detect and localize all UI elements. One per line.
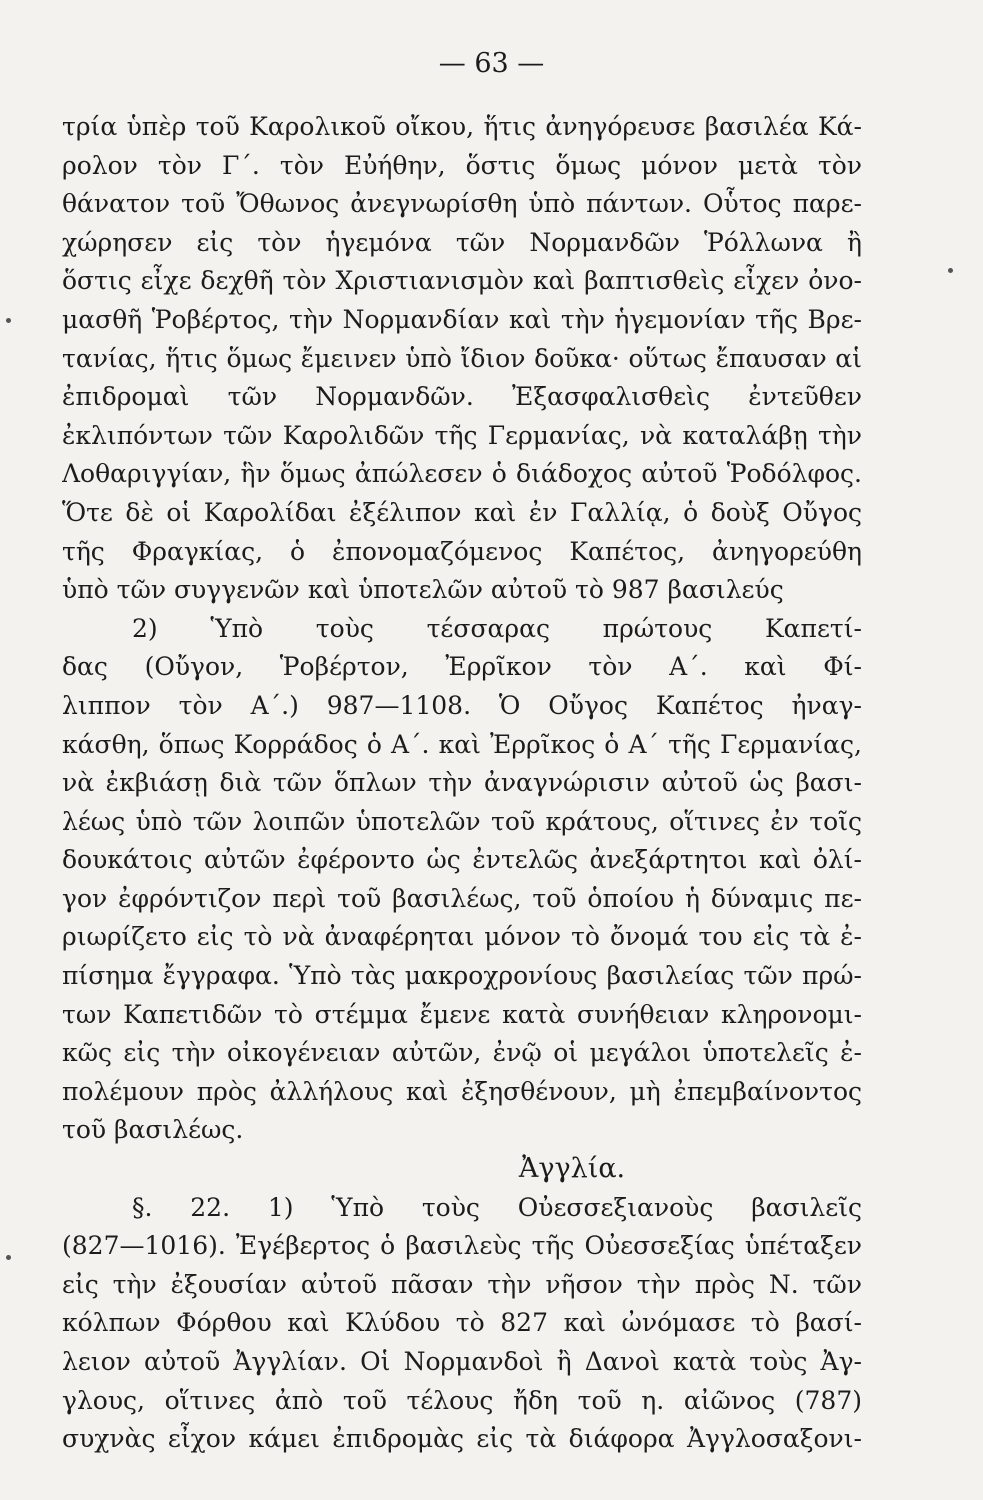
- text-line: ὅστις εἶχε δεχθῆ τὸν Χριστιανισμὸν καὶ βαπτισθεὶς εἶχεν ὀνο-: [62, 266, 862, 296]
- text-line: κῶς εἰς τὴν οἰκογένειαν αὐτῶν, ἐνῷ οἱ μεγάλοι ὑποτελεῖς ἐ-: [62, 1038, 862, 1068]
- text-line: γον ἐφρόντιζον περὶ τοῦ βασιλέως, τοῦ ὁποίου ἡ δύναμις πε-: [62, 883, 862, 913]
- margin-speck: [6, 1255, 11, 1260]
- text-line: Λοθαριγγίαν, ἣν ὅμως ἀπώλεσεν ὁ διάδοχος αὐτοῦ Ῥοδόλφος.: [62, 459, 862, 489]
- text-line: Ὅτε δὲ οἱ Καρολίδαι ἐξέλιπον καὶ ἐν Γαλλίᾳ, ὁ δοὺξ Οὔγος: [62, 497, 862, 527]
- text-line: κόλπων Φόρθου καὶ Κλύδου τὸ 827 καὶ ὠνόμασε τὸ βασί-: [62, 1308, 862, 1338]
- section-lead-line: 2) Ὑπὸ τοὺς τέσσαρας πρώτους Καπετί-: [132, 613, 862, 643]
- text-line: τῆς Φραγκίας, ὁ ἐπονομαζόμενος Καπέτος, ἀνηγορεύθη: [62, 536, 862, 566]
- text-line: των Καπετιδῶν τὸ στέμμα ἔμενε κατὰ συνήθειαν κληρονομι-: [62, 999, 862, 1029]
- text-line: συχνὰς εἶχον κάμει ἐπιδρομὰς εἰς τὰ διάφορα Ἀγγλοσαξονι-: [62, 1424, 862, 1454]
- text-line: τρία ὑπὲρ τοῦ Καρολικοῦ οἴκου, ἥτις ἀνηγόρευσε βασιλέα Κά-: [62, 112, 862, 141]
- text-line: ἐπιδρομαὶ τῶν Νορμανδῶν. Ἐξασφαλισθεὶς ἐντεῦθεν: [62, 382, 862, 412]
- text-line: κάσθη, ὅπως Κορράδος ὁ Α΄. καὶ Ἐρρῖκος ὁ Α΄ τῆς Γερμανίας,: [62, 729, 862, 759]
- section-heading: Ἀγγλία.: [518, 1153, 626, 1185]
- text-line: ἐκλιπόντων τῶν Καρολιδῶν τῆς Γερμανίας, νὰ καταλάβῃ τὴν: [62, 420, 862, 450]
- margin-speck: [948, 268, 953, 273]
- text-line: ὑπὸ τῶν συγγενῶν καὶ ὑποτελῶν αὐτοῦ τὸ 987 βασιλεύς: [62, 575, 784, 605]
- text-line: εἰς τὴν ἐξουσίαν αὐτοῦ πᾶσαν τὴν νῆσον τὴν πρὸς Ν. τῶν: [62, 1269, 862, 1299]
- text-line: χώρησεν εἰς τὸν ἡγεμόνα τῶν Νορμανδῶν Ῥόλλωνα ἢ: [62, 227, 862, 257]
- page-number: — 63 —: [438, 48, 545, 79]
- text-line: πίσημα ἔγγραφα. Ὑπὸ τὰς μακροχρονίους βασιλείας τῶν πρώ-: [62, 961, 862, 991]
- text-line: δας (Οὔγον, Ῥοβέρτον, Ἐρρῖκον τὸν Α΄. καὶ Φί-: [62, 652, 862, 682]
- text-line: νὰ ἐκβιάσῃ διὰ τῶν ὅπλων τὴν ἀναγνώρισιν αὐτοῦ ὡς βασι-: [62, 768, 862, 798]
- text-line: ρολον τὸν Γ΄. τὸν Εὐήθην, ὅστις ὅμως μόνον μετὰ τὸν: [62, 150, 862, 180]
- text-line: λιππον τὸν Α΄.) 987—1108. Ὁ Οὔγος Καπέτος ἠναγ-: [62, 690, 862, 720]
- text-line: τοῦ βασιλέως.: [62, 1115, 244, 1145]
- text-line: (827—1016). Ἐγέβερτος ὁ βασιλεὺς τῆς Οὐεσσεξίας ὑπέταξεν: [62, 1231, 862, 1261]
- text-line: πολέμουν πρὸς ἀλλήλους καὶ ἐξησθένουν, μὴ ἐπεμβαίνοντος: [62, 1076, 862, 1106]
- section-lead-line: §. 22. 1) Ὑπὸ τοὺς Οὐεσσεξιανοὺς βασιλεῖς: [132, 1192, 862, 1222]
- text-line: ριωρίζετο εἰς τὸ νὰ ἀναφέρηται μόνον τὸ ὄνομά του εἰς τὰ ἐ-: [62, 922, 862, 952]
- margin-speck: [6, 318, 11, 323]
- text-line: λειον αὐτοῦ Ἀγγλίαν. Οἱ Νορμανδοὶ ἢ Δανοὶ κατὰ τοὺς Ἀγ-: [62, 1347, 862, 1376]
- text-line: δουκάτοις αὐτῶν ἐφέροντο ὡς ἐντελῶς ἀνεξάρτητοι καὶ ὀλί-: [62, 845, 862, 875]
- text-body: [62, 108, 862, 1459]
- text-line: θάνατον τοῦ Ὄθωνος ἀνεγνωρίσθη ὑπὸ πάντων. Οὗτος παρε-: [62, 189, 862, 219]
- text-line: γλους, οἵτινες ἀπὸ τοῦ τέλους ἤδη τοῦ η. αἰῶνος (787): [62, 1385, 862, 1415]
- text-line: τανίας, ἥτις ὅμως ἔμεινεν ὑπὸ ἴδιον δοῦκα· οὕτως ἔπαυσαν αἱ: [62, 343, 862, 373]
- text-line: λέως ὑπὸ τῶν λοιπῶν ὑποτελῶν τοῦ κράτους, οἵτινες ἐν τοῖς: [62, 806, 862, 836]
- text-line: μασθῆ Ῥοβέρτος, τὴν Νορμανδίαν καὶ τὴν ἡγεμονίαν τῆς Βρε-: [62, 304, 862, 334]
